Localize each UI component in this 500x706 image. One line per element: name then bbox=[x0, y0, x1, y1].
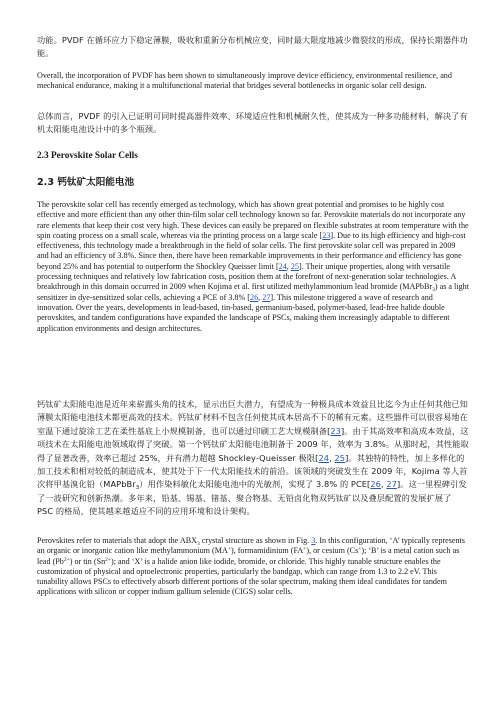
text-run: ]. Due to its high efficiency and high-cost effectiveness, this technology made a breakthrough in the field of solar cells. The first perovskite solar cell was prepared in 2009 and had an efficiency of 3.8%. Since then, there have been remarkable improvements in their performance and efficiency has gone beyond 25% and has potential to outperform the Shockley Queisser limit [ bbox=[37, 230, 466, 271]
text-run: ); ‘B’ is a metal cation such as lead (Pb bbox=[37, 546, 460, 566]
figure-link[interactable]: 3 bbox=[311, 536, 316, 545]
citation-link[interactable]: 23 bbox=[330, 425, 341, 436]
paragraph-zh-perovskite-intro bbox=[37, 398, 469, 519]
text-run: ]。这一里程碑引发了一波研究和创新热潮。多年来，铅基、锡基、锗基、聚合物基、无铅卤化物双钙钛矿以及叠层配置的发展扩展了 PSC 的格局，使其越来越适应不同的应用环境和设计架构。 bbox=[37, 479, 467, 517]
paragraph-zh-overall bbox=[37, 110, 469, 137]
citation-link[interactable]: 27 bbox=[386, 479, 398, 490]
citation-separator: , bbox=[286, 261, 291, 271]
superscript: + bbox=[358, 546, 362, 553]
subscript: 3 bbox=[196, 540, 200, 547]
subscript: 3 bbox=[135, 485, 140, 492]
superscript: + bbox=[303, 546, 307, 553]
text-run: ) or tin (Sn bbox=[69, 556, 106, 566]
citation-separator: , bbox=[329, 452, 335, 463]
text-run: ) as a light sensitizer in dye-sensitized solar cells, achieving a PCE of 3.8% [ bbox=[37, 282, 469, 302]
text-run: crystal structure as shown in Fig. bbox=[199, 536, 312, 545]
citation-link[interactable]: 24 bbox=[318, 452, 330, 463]
citation-separator: , bbox=[380, 479, 387, 490]
text-run: ）用作染料敏化太阳能电池中的光敏剂，实现了 3.8% 的 PCE[ bbox=[139, 479, 371, 490]
text-run: . In this configuration, ‘A’ typically represents an organic or inorganic cation like methylammonium (MA bbox=[37, 536, 465, 556]
text-run: The perovskite solar cell has recently emerged as technology, which has shown great potential and promises to be highly cost effective and more efficient than any other thin-film solar cell technology known so far. Perovskite materials do not incorporate any rare elements that keep their cost very high. These devices can easily be prepared on flexible substrates at room temperature with the spin coating process on a small scale, whereas via the printing process on a large scale [ bbox=[37, 200, 469, 240]
text-run: ]。其独特的特性，加上多样化的加工技术和相对较低的制造成本，使其处于下一代太阳能技术的前沿。该领域的突破发生在 2009 年，Kojima 等人首次将甲基溴化铅（MAPbBr bbox=[37, 452, 468, 490]
citation-link[interactable]: 24 bbox=[278, 261, 287, 271]
citation-link[interactable]: 25 bbox=[334, 452, 346, 463]
citation-link[interactable]: 26 bbox=[370, 479, 381, 490]
paragraph-text: 功能。PVDF 在循环应力下稳定薄膜，吸收和重新分布机械应变，同时最大限度地减少微裂纹的形成，保持长期器件功能。 bbox=[37, 35, 468, 59]
citation-link[interactable]: 26 bbox=[250, 292, 259, 302]
text-run: ), or cesium (Cs bbox=[306, 546, 359, 556]
text-run: 钙钛矿太阳能电池是近年来崭露头角的技术，显示出巨大潜力，有望成为一种极具成本效益且比迄今为止任何其他已知薄膜太阳能电池技术都更高效的技术。钙钛矿材料不包含任何使其成本居高不下的稀有元素。这些器件可以很容易地在室温下通过旋涂工艺在柔性基底上小规模制备，也可以通过印刷工艺大规模制备[ bbox=[37, 399, 468, 436]
section-heading-zh: 2.3 钙钛矿太阳能电池 bbox=[37, 177, 135, 188]
citation-link[interactable]: 25 bbox=[290, 261, 299, 271]
text-run: Perovskites refer to materials that adopt the ABX bbox=[37, 536, 197, 545]
citation-link[interactable]: 27 bbox=[262, 292, 271, 302]
citation-link[interactable]: 23 bbox=[322, 230, 331, 240]
superscript: + bbox=[227, 546, 231, 553]
text-run: ), formamidinium (FA bbox=[230, 546, 304, 556]
paragraph-en-perovskite-structure bbox=[37, 536, 469, 598]
paragraph-text: Overall, the incorporation of PVDF has been shown to simultaneously improve device efficiency, environmental resilience, and mechanical endurance, making it a multifunctional material that bridges several bottlenecks in organic solar cell design. bbox=[37, 71, 452, 91]
paragraph-text: 总体而言，PVDF 的引入已证明可同时提高器件效率、环境适应性和机械耐久性，使其成为一种多功能材料，解决了有机太阳能电池设计中的多个瓶颈。 bbox=[37, 111, 468, 135]
superscript: 2+ bbox=[105, 556, 112, 563]
text-run: ]. This milestone triggered a wave of research and innovation. Over the years, developments in lead-based, tin-based, germanium-based, polymer-based, lead-free halide double perovskites, and tandem configurations have expanded the landscape of PSCs, making them increasingly adaptable to different application environments and design architectures. bbox=[37, 292, 450, 333]
text-run: ); and ‘X’ is a halide anion like iodide, bromide, or chloride. This highly tunable structure enables the customization of physical and optoelectronic properties, particularly the bandgap, which can range from 1.3 to 2.2 eV. This tunability allows PSCs to effectively absorb different portions of the solar spectrum, making them ideal candidates for tandem applications with silicon or copper indium gallium selenide (CIGS) solar cells. bbox=[37, 556, 447, 597]
section-heading-en: 2.3 Perovskite Solar Cells bbox=[37, 151, 138, 161]
paragraph-en-overall bbox=[37, 71, 469, 92]
subscript: 3 bbox=[432, 286, 435, 293]
superscript: 2+ bbox=[63, 556, 70, 563]
citation-separator: , bbox=[258, 292, 263, 302]
text-run: ]。由于其高效率和高成本效益，这项技术在太阳能电池领域取得了突破。第一个钙钛矿太阳能电池制备于 2009 年，效率为 3.8%。从那时起，其性能取得了显著改善，效率已超过 25%，并有潜力超越 Shockley-Queisser 极限[ bbox=[37, 425, 469, 463]
paragraph-en-perovskite-intro bbox=[37, 200, 469, 334]
paragraph-zh-pvdf-function bbox=[37, 34, 469, 61]
text-run: ]. Their unique properties, along with versatile processing techniques and relatively low fabrication costs, position them at the forefront of next-generation solar technologies. A breakthrough in this domain occurred in 2009 when Kojima et al. first utilized methylammonium lead bromide (MAPbBr bbox=[37, 261, 456, 292]
